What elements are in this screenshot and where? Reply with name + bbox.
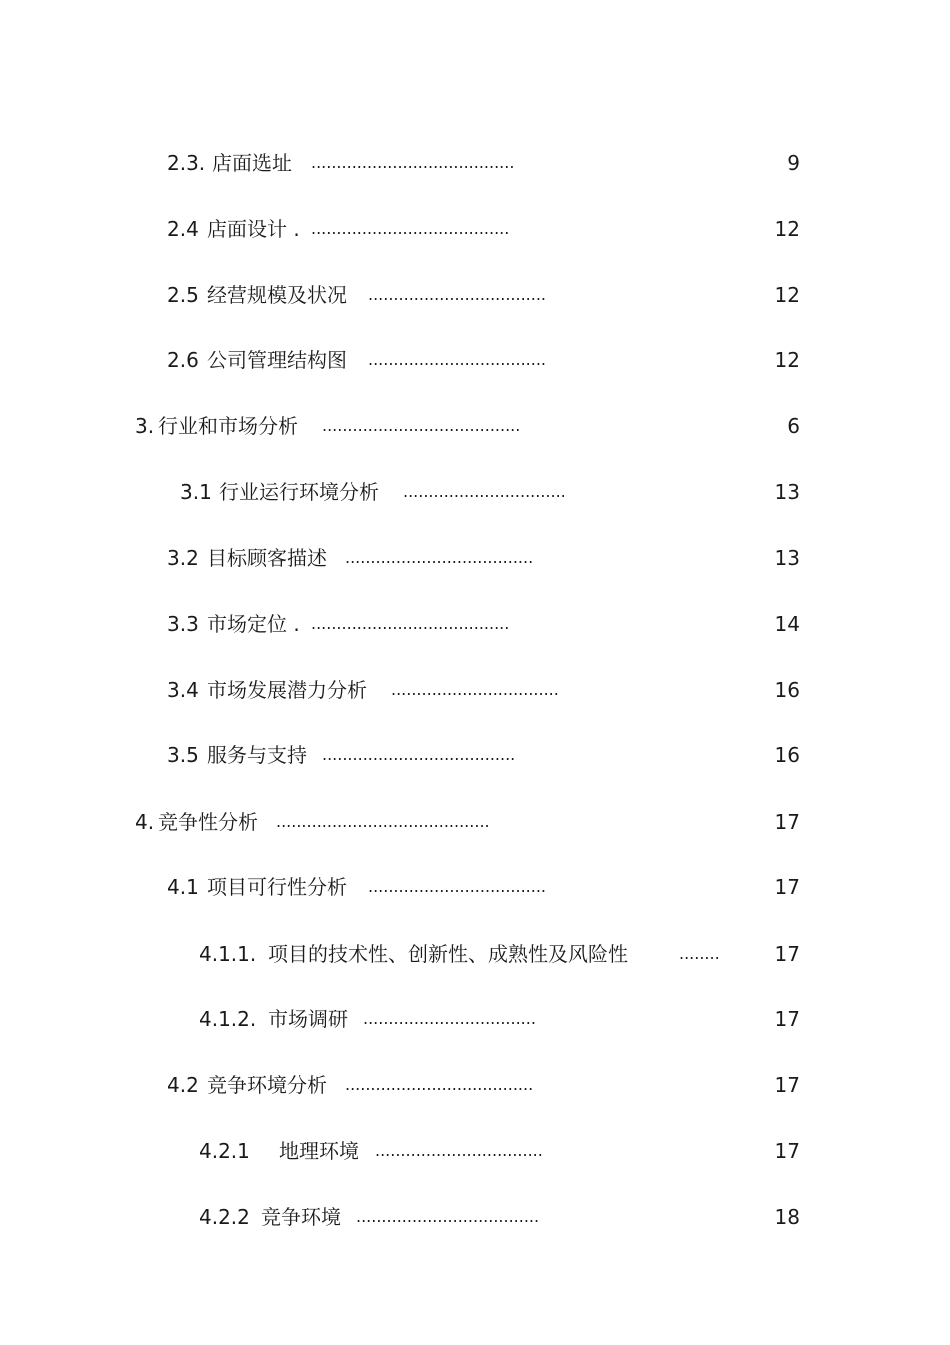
toc-page-number: 18	[774, 1205, 800, 1229]
toc-page-number: 17	[774, 942, 800, 966]
toc-dot-leader: .................................	[391, 680, 559, 699]
toc-entry-3-1[interactable]	[0, 477, 950, 507]
toc-dot-leader: .......................................	[311, 614, 510, 633]
toc-entry-title: 项目的技术性、创新性、成熟性及风险性	[268, 942, 628, 966]
toc-entry-3[interactable]	[0, 411, 950, 441]
toc-entry-number: 3.	[135, 414, 155, 438]
toc-dot-leader: .....................................	[345, 1075, 534, 1094]
toc-entry-title: 竞争性分析	[158, 810, 258, 834]
toc-entry-3-3[interactable]	[0, 609, 950, 639]
toc-entry-number: 2.3.	[167, 151, 206, 175]
toc-entry-title: 店面设计 .	[207, 217, 300, 241]
toc-entry-2-6[interactable]	[0, 345, 950, 375]
toc-dot-leader: ........................................	[311, 153, 515, 172]
toc-entry-number: 4.1.1.	[199, 942, 257, 966]
toc-dot-leader: ................................	[403, 482, 566, 501]
toc-entry-title: 项目可行性分析	[207, 875, 347, 899]
toc-entry-number: 3.5	[167, 743, 199, 767]
toc-dot-leader: ..................................	[363, 1009, 536, 1028]
toc-entry-title: 行业运行环境分析	[219, 480, 379, 504]
toc-page-number: 16	[774, 678, 800, 702]
toc-entry-number: 3.2	[167, 546, 199, 570]
toc-entry-2-5[interactable]	[0, 280, 950, 310]
toc-entry-number: 3.1	[180, 480, 212, 504]
toc-entry-title: 公司管理结构图	[207, 348, 347, 372]
toc-entry-title: 经营规模及状况	[207, 283, 347, 307]
toc-entry-number: 4.2.2	[199, 1205, 250, 1229]
toc-entry-2-3[interactable]	[0, 148, 950, 178]
toc-dot-leader: .......................................	[311, 219, 510, 238]
toc-page-number: 13	[774, 546, 800, 570]
toc-dot-leader: ....................................	[356, 1207, 540, 1226]
toc-entry-number: 4.	[135, 810, 155, 834]
toc-page-number: 17	[774, 810, 800, 834]
toc-page-number: 9	[787, 151, 800, 175]
toc-page-number: 17	[774, 1139, 800, 1163]
toc-entry-title: 店面选址	[212, 151, 292, 175]
toc-entry-number: 3.4	[167, 678, 199, 702]
toc-entry-title: 竞争环境	[261, 1205, 341, 1229]
toc-dot-leader: .......................................	[322, 416, 521, 435]
toc-entry-4-2-1[interactable]	[0, 1136, 950, 1166]
toc-entry-number: 4.2	[167, 1073, 199, 1097]
toc-entry-4-2-2[interactable]	[0, 1202, 950, 1232]
toc-entry-title: 地理环境	[279, 1139, 359, 1163]
toc-entry-title: 目标顾客描述	[207, 546, 327, 570]
toc-entry-number: 2.6	[167, 348, 199, 372]
toc-entry-4-1-1[interactable]	[0, 939, 950, 969]
toc-page-number: 17	[774, 1007, 800, 1031]
toc-page-number: 14	[774, 612, 800, 636]
toc-page-number: 17	[774, 875, 800, 899]
toc-entry-number: 2.4	[167, 217, 199, 241]
toc-entry-title: 市场定位 .	[207, 612, 300, 636]
toc-page-number: 17	[774, 1073, 800, 1097]
toc-entry-3-2[interactable]	[0, 543, 950, 573]
toc-entry-title: 服务与支持	[207, 743, 307, 767]
toc-entry-3-4[interactable]	[0, 675, 950, 705]
toc-entry-title: 市场发展潜力分析	[207, 678, 367, 702]
toc-dot-leader: ..........................................	[276, 812, 490, 831]
toc-page-number: 12	[774, 348, 800, 372]
toc-dot-leader: ...................................	[368, 350, 547, 369]
toc-entry-number: 3.3	[167, 612, 199, 636]
toc-page-number: 12	[774, 283, 800, 307]
toc-entry-title: 市场调研	[268, 1007, 348, 1031]
toc-page-number: 13	[774, 480, 800, 504]
toc-dot-leader: .....................................	[345, 548, 534, 567]
toc-entry-title: 竞争环境分析	[207, 1073, 327, 1097]
toc-entry-number: 4.1.2.	[199, 1007, 257, 1031]
toc-entry-4-1[interactable]	[0, 872, 950, 902]
toc-entry-number: 4.1	[167, 875, 199, 899]
toc-page-number: 6	[787, 414, 800, 438]
toc-entry-number: 2.5	[167, 283, 199, 307]
toc-dot-leader: ......................................	[322, 745, 516, 764]
toc-entry-title: 行业和市场分析	[158, 414, 298, 438]
toc-page-number: 16	[774, 743, 800, 767]
toc-entry-4[interactable]	[0, 807, 950, 837]
toc-entry-4-1-2[interactable]	[0, 1004, 950, 1034]
toc-entry-number: 4.2.1	[199, 1139, 250, 1163]
toc-dot-leader: ........	[679, 944, 720, 963]
toc-entry-3-5[interactable]	[0, 740, 950, 770]
toc-dot-leader: ...................................	[368, 877, 547, 896]
toc-dot-leader: ...................................	[368, 285, 547, 304]
toc-entry-4-2[interactable]	[0, 1070, 950, 1100]
toc-entry-2-4[interactable]	[0, 214, 950, 244]
toc-page-number: 12	[774, 217, 800, 241]
toc-dot-leader: .................................	[375, 1141, 543, 1160]
